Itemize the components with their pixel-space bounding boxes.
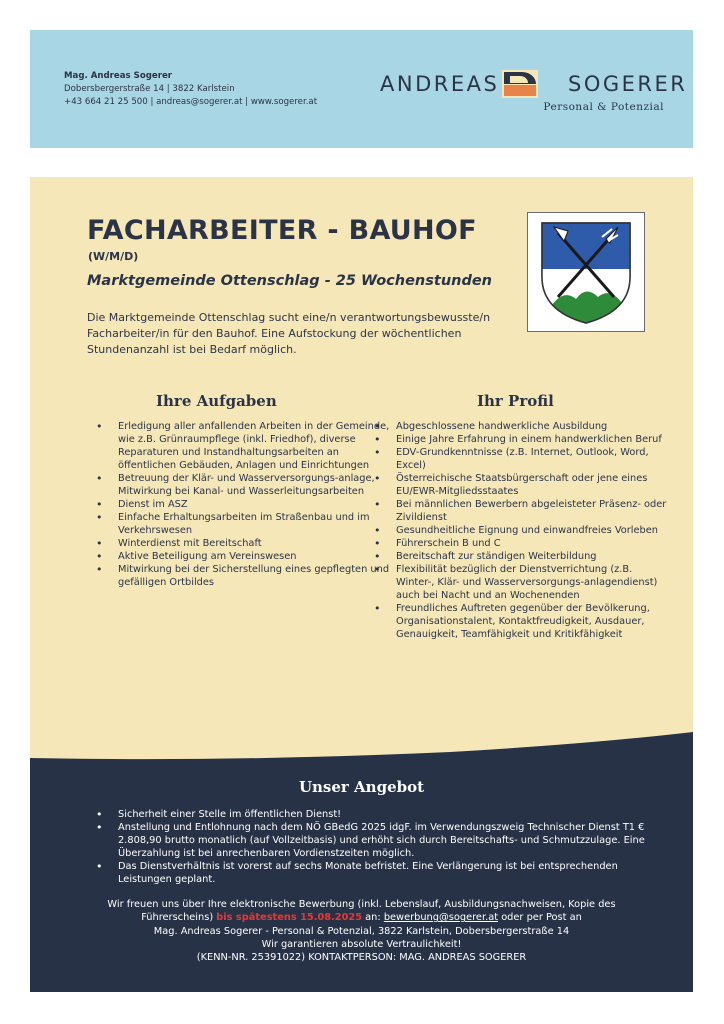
list-item: • Abgeschlossene handwerkliche Ausbildung [368, 420, 668, 433]
header-band [30, 30, 693, 148]
list-item: • Betreuung der Klär- und Wasserversorgungs-anlage, Mitwirkung bei Kanal- und Wasserleitungsarbeiten [90, 472, 395, 498]
list-item: • Mitwirkung bei der Sicherstellung eines gepflegten und gefälligen Ortbildes [90, 563, 395, 589]
list-item: • Dienst im ASZ [90, 498, 395, 511]
offer-list [90, 808, 650, 886]
profile-list [368, 420, 668, 641]
confidential-note: Wir garantieren absolute Vertraulichkeit! [261, 938, 462, 950]
deadline-text: bis spätestens 15.08.2025 [216, 912, 363, 924]
contact-name: Mag. Andreas Sogerer [64, 71, 173, 81]
list-item: • Führerschein B und C [368, 537, 668, 550]
application-text: Wir freuen uns über Ihre elektronische Bewerbung (inkl. Lebenslauf, Ausbildungsnachweisen, Kopie des Führerscheins) [107, 899, 616, 924]
brand-logo [380, 70, 688, 122]
application-block [70, 898, 653, 964]
list-item: • Das Dienstverhältnis ist vorerst auf sechs Monate befristet. Eine Verlängerung ist bei entsprechenden Leistungen geplant. [90, 860, 650, 886]
gender-note: (W/M/D) [88, 250, 139, 263]
job-section [30, 177, 693, 777]
list-item: • Freundliches Auftreten gegenüber der Bevölkerung, Organisationstalent, Kontaktfreudigkeit, Ausdauer, Genauigkeit, Teamfähigkeit und Kritikfähigkeit [368, 602, 668, 641]
list-item: • Aktive Beteiligung am Vereinswesen [90, 550, 395, 563]
list-item: • Erledigung aller anfallenden Arbeiten in der Gemeinde, wie z.B. Grünraumpflege (inkl. Friedhof), diverse Reparaturen und Instandhaltungsarbeiten an öffentlichen Gebäuden, Anlagen und Einrichtungen [90, 420, 395, 472]
job-title: FACHARBEITER - BAUHOF [87, 215, 477, 246]
list-item: • Einfache Erhaltungsarbeiten im Straßenbau und im Verkehrswesen [90, 511, 395, 537]
municipal-coat-of-arms-icon [538, 219, 634, 325]
application-line [70, 898, 653, 925]
offer-heading: Unser Angebot [298, 778, 425, 796]
list-item: • Flexibilität bezüglich der Dienstverrichtung (z.B. Winter-, Klär- und Wasserversorgungs-anlagendienst) auch bei Nacht und an Wochenenden [368, 563, 668, 602]
brand-tagline: Personal & Potenzial [543, 101, 664, 113]
email-link[interactable]: bewerbung@sogerer.at [383, 912, 499, 924]
list-item: • Anstellung und Entlohnung nach dem NÖ GBedG 2025 idgF. im Verwendungszweig Technischer Dienst T1 € 2.808,90 brutto monatlich (auf Vollzeitbasis) und erhöht sich durch Bereitschafts- und Schmutzzulage. Eine Überzahlung ist bei anrechenbaren Vordienstzeiten möglich. [90, 821, 650, 860]
list-item: • Bereitschaft zur ständigen Weiterbildung [368, 550, 668, 563]
reference-line: (KENN-NR. 25391022) KONTAKTPERSON: MAG. ANDREAS SOGERER [196, 952, 527, 964]
crest-frame [527, 212, 645, 332]
ds-monogram-icon [502, 70, 538, 98]
list-item: • Bei männlichen Bewerbern abgeleisteter Präsenz- oder Zivildienst [368, 498, 668, 524]
list-item: • Österreichische Staatsbürgerschaft oder jene eines EU/EWR-Mitgliedsstaates [368, 472, 668, 498]
navy-wave-decoration [30, 732, 693, 762]
contact-address: Dobersbergerstraße 14 | 3822 Karlstein [64, 84, 235, 94]
brand-word-right: SOGERER [568, 72, 688, 96]
contact-block [64, 70, 317, 109]
job-headline: Marktgemeinde Ottenschlag - 25 Wochenstunden [87, 273, 493, 289]
tasks-heading: Ihre Aufgaben [156, 392, 277, 410]
offer-section [30, 760, 693, 992]
list-item: • EDV-Grundkenntnisse (z.B. Internet, Outlook, Word, Excel) [368, 446, 668, 472]
postal-address: Mag. Andreas Sogerer - Personal & Potenzial, 3822 Karlstein, Dobersbergerstraße 14 [153, 925, 570, 937]
application-text-mid: an: [365, 912, 381, 924]
list-item: • Sicherheit einer Stelle im öffentlichen Dienst! [90, 808, 650, 821]
contact-phone-email-web: +43 664 21 25 500 | andreas@sogerer.at | www.sogerer.at [64, 97, 318, 107]
list-item: • Winterdienst mit Bereitschaft [90, 537, 395, 550]
tasks-list [90, 420, 395, 589]
application-text-after: oder per Post an [501, 912, 582, 924]
list-item: • Einige Jahre Erfahrung in einem handwerklichen Beruf [368, 433, 668, 446]
list-item: • Gesundheitliche Eignung und einwandfreies Vorleben [368, 524, 668, 537]
brand-word-left: ANDREAS [380, 72, 500, 96]
job-intro: Die Marktgemeinde Ottenschlag sucht eine/n verantwortungsbewusste/n Facharbeiter/in für den Bauhof. Eine Aufstockung der wöchentlichen Stundenanzahl ist bei Bedarf möglich. [87, 311, 491, 356]
profile-heading: Ihr Profil [477, 392, 554, 410]
